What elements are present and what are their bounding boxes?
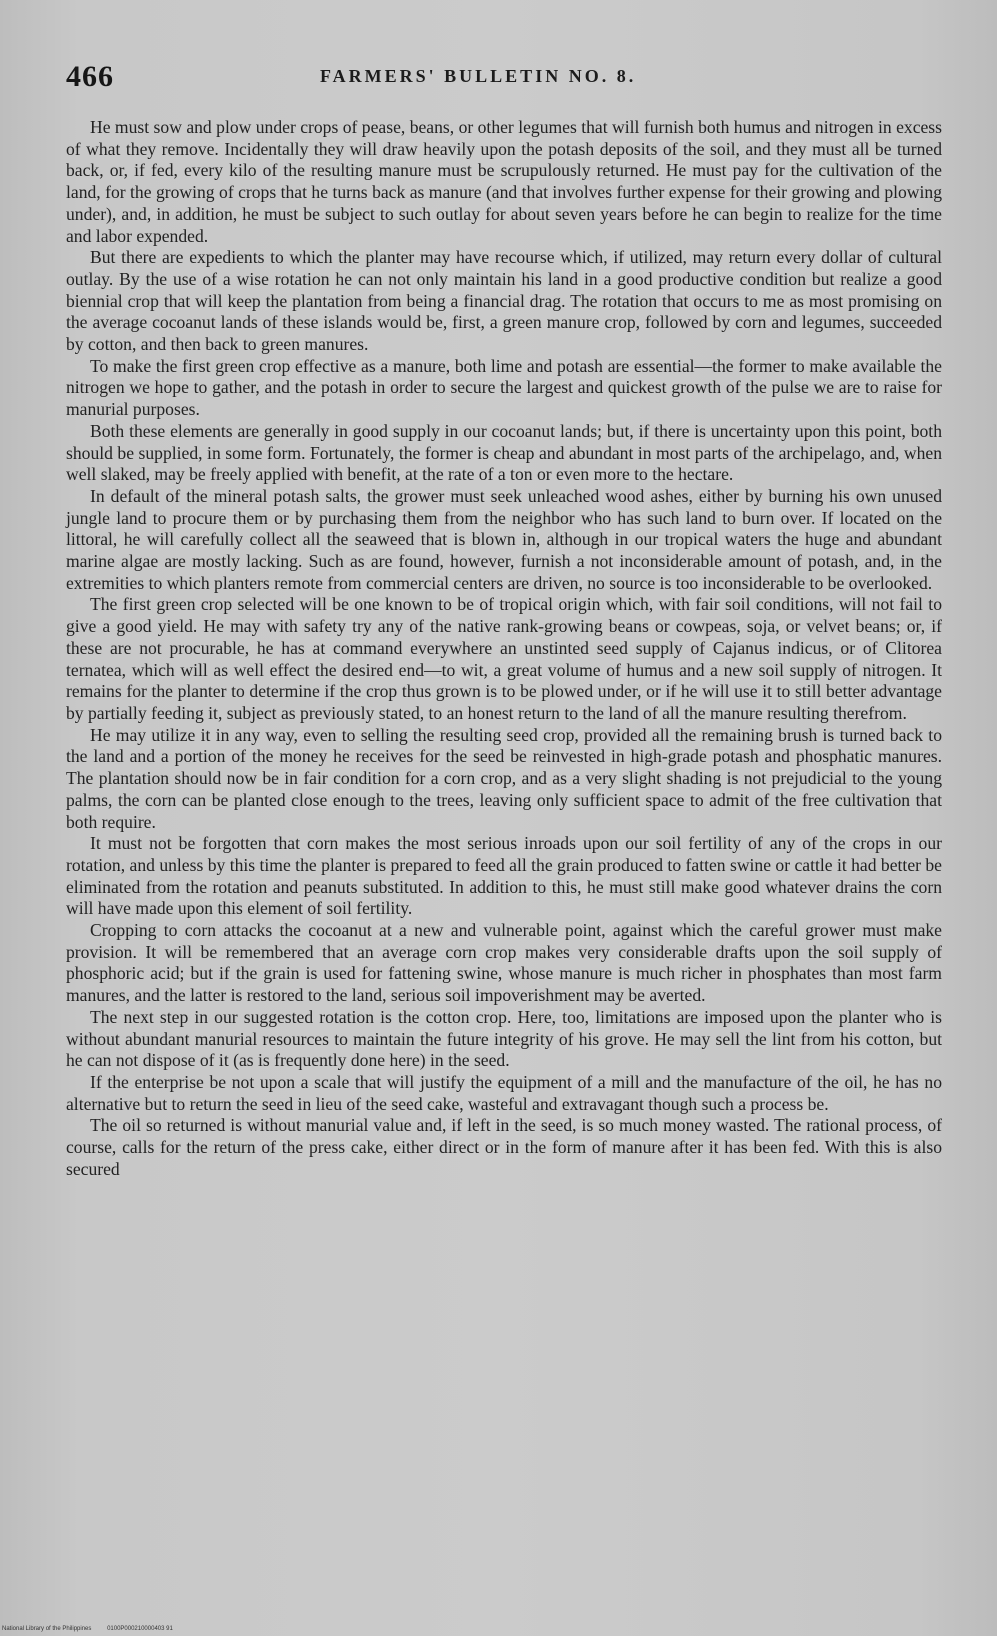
paragraph: The next step in our suggested rotation is the cotton crop. Here, too, limitations are imposed upon the planter who is without abundant manurial resources to maintain the future integrity of his grove. He may sell the lint from his cotton, but he can not dispose of it (as is frequently done here) in the seed. <box>66 1006 942 1071</box>
paragraph: The oil so returned is without manurial value and, if left in the seed, is so much money wasted. The rational process, of course, calls for the return of the press cake, either direct or in the form of manure after it has been fed. With this is also secured <box>66 1115 942 1179</box>
paragraph: In default of the mineral potash salts, the grower must seek unleached wood ashes, either by burning his own unused jungle land to procure them or by purchasing them from the neighbor who has such land to burn over. If located on the littoral, he will carefully collect all the seaweed that is blown in, although in our tropical waters the huge and abundant marine algae are mostly lacking. Such as are found, however, furnish a not inconsiderable amount of potash, and, in the extremities to which planters remote from commercial centers are driven, no source is too inconsiderable to be overlooked. <box>66 485 942 593</box>
body-text <box>66 117 942 1180</box>
scan-footer <box>2 1626 173 1632</box>
footer-code: 0100P000210000403 91 <box>107 1626 173 1632</box>
paragraph: It must not be forgotten that corn makes the most serious inroads upon our soil fertility of any of the crops in our rotation, and unless by this time the planter is prepared to feed all the grain produced to fatten swine or cattle it had better be eliminated from the rotation and peanuts substituted. In addition to this, he must still make good whatever drains the corn will have made upon this element of soil fertility. <box>66 833 942 919</box>
paragraph: Both these elements are generally in good supply in our cocoanut lands; but, if there is uncertainty upon this point, both should be supplied, in some form. Fortunately, the former is cheap and abundant in most parts of the archipelago, and, when well slaked, may be freely applied with benefit, at the rate of a ton or even more to the hectare. <box>66 420 942 485</box>
paragraph: If the enterprise be not upon a scale that will justify the equipment of a mill and the manufacture of the oil, he has no alternative but to return the seed in lieu of the seed cake, wasteful and extravagant though such a process be. <box>66 1071 942 1114</box>
paragraph: But there are expedients to which the planter may have recourse which, if utilized, may return every dollar of cultural outlay. By the use of a wise rotation he can not only maintain his land in a good productive condition but realize a good biennial crop that will keep the plantation from being a financial drag. The rotation that occurs to me as most promising on the average cocoanut lands of these islands would be, first, a green manure crop, followed by corn and legumes, succeeded by cotton, and then back to green manures. <box>66 247 942 355</box>
paragraph: He may utilize it in any way, even to selling the resulting seed crop, provided all the remaining brush is turned back to the land and a portion of the money he receives for the seed be reinvested in high-grade potash and phosphatic manures. The plantation should now be in fair condition for a corn crop, and as a very slight shading is not prejudicial to the young palms, the corn can be planted close enough to the trees, leaving only sufficient space to admit of the free cultivation that both require. <box>66 724 942 832</box>
paragraph: To make the first green crop effective as a manure, both lime and potash are essential—the former to make available the nitrogen we hope to gather, and the potash in order to secure the largest and quickest growth of the pulse we are to raise for manurial purposes. <box>66 355 942 420</box>
running-head: FARMERS' BULLETIN NO. 8. <box>320 66 637 86</box>
paragraph: The first green crop selected will be one known to be of tropical origin which, with fair soil conditions, will not fail to give a good yield. He may with safety try any of the native rank-growing beans or cowpeas, soja, or velvet beans; or, if these are not procurable, he has at command everywhere an unstinted seed supply of Cajanus indicus, or of Clitorea ternatea, which will as well effect the desired end—to wit, a great volume of humus and a new soil supply of nitrogen. It remains for the planter to determine if the crop thus grown is to be plowed under, or if he will use it to still better advantage by partially feeding it, subject as previously stated, to an honest return to the land of all the manure resulting therefrom. <box>66 594 942 723</box>
footer-library: National Library of the Philippines <box>2 1626 92 1632</box>
paragraph: He must sow and plow under crops of pease, beans, or other legumes that will furnish both humus and nitrogen in excess of what they remove. Incidentally they will draw heavily upon the potash deposits of the soil, and they must all be turned back, or, if fed, every kilo of the resulting manure must be scrupulously returned. He must pay for the cultivation of the land, for the growing of crops that he turns back as manure (and that involves further expense for their growing and plowing under), and, in addition, he must be subject to such outlay for about seven years before he can begin to realize for the time and labor expended. <box>66 117 942 246</box>
page-number: 466 <box>66 60 114 93</box>
paragraph: Cropping to corn attacks the cocoanut at a new and vulnerable point, against which the careful grower must make provision. It will be remembered that an average corn crop makes very considerable drafts upon the soil supply of phosphoric acid; but if the grain is used for fattening swine, whose manure is much richer in phosphates than most farm manures, and the latter is restored to the land, serious soil impoverishment may be averted. <box>66 920 942 1006</box>
